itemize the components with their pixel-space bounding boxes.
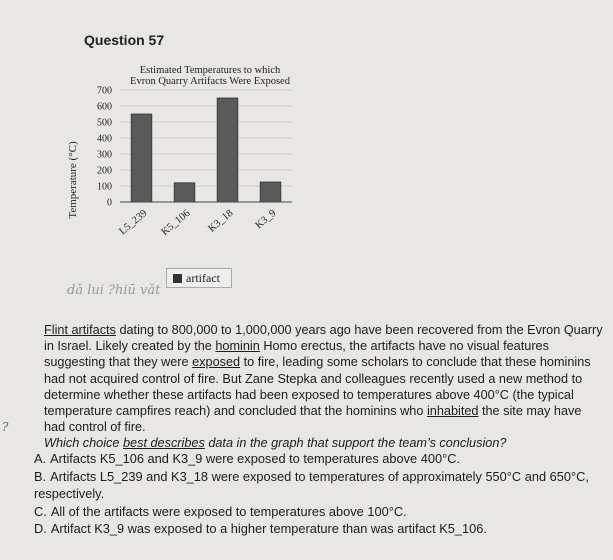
x-tick-label: L5_239 [117, 207, 150, 238]
y-tick-label: 0 [107, 197, 112, 209]
choice-a-text: Artifacts K5_106 and K3_9 were exposed to temperatures above 400°C. [50, 451, 460, 466]
choice-a-label: A. [34, 451, 47, 466]
bar-k3-18 [217, 98, 238, 202]
y-tick-label: 600 [97, 101, 112, 113]
passage [44, 322, 604, 435]
choice-d[interactable] [34, 520, 604, 538]
bars [131, 98, 281, 202]
question-prompt [44, 435, 604, 451]
x-tick-label: K3_9 [253, 207, 279, 232]
passage-segment-1: dating to 800,000 to 1,000,000 years ago have been recovered from the Evron Quarry in Israel. Likely created by the [44, 323, 603, 354]
bar-l5-239 [131, 114, 152, 202]
choice-d-label: D. [34, 521, 47, 537]
question-title: Question 57 [84, 32, 165, 48]
x-tick-label: K5_106 [159, 207, 193, 239]
y-tick-label: 500 [97, 117, 112, 129]
passage-segment-2: Homo erectus, the artifacts have no visual features suggesting that they were [44, 339, 549, 370]
y-tick-label: 200 [97, 165, 112, 177]
x-tick-label: K3_18 [206, 207, 236, 235]
y-axis-label: Temperature (°C) [67, 141, 79, 219]
bar-k5-106 [174, 183, 195, 202]
x-axis [117, 208, 278, 238]
y-tick-label: 300 [97, 149, 112, 161]
legend-label: artifact [186, 270, 220, 285]
choice-b[interactable] [34, 468, 604, 503]
answer-choices [34, 450, 604, 538]
underlined-flint-artifacts: Flint artifacts [44, 323, 116, 337]
choice-b-label: B. [34, 468, 47, 484]
y-tick-label: 100 [97, 181, 112, 193]
passage-segment-3: to fire, leading some scholars to conclude that these hominins had not acquired control of fire. But Zane Stepka and colleagues recently used a new method to determine whether these artifacts had been exposed to temperatures above 400°C (the typical temperature campfires reach) and concluded that the hominins who [44, 355, 591, 419]
passage-segment-4: the site may have had control of fire. [44, 404, 582, 435]
choice-c-text: All of the artifacts were exposed to temperatures above 100°C. [50, 503, 407, 519]
handwritten-note: dǎ lui ?hiū vǎt [67, 283, 161, 298]
chart-title-line-2: Evron Quarry Artifacts Were Exposed [130, 76, 290, 87]
chart-title-line-1: Estimated Temperatures to which [139, 65, 281, 76]
chart-legend [166, 268, 232, 288]
bar-chart [60, 60, 320, 260]
passage-text [44, 322, 604, 435]
margin-mark: ? [2, 420, 9, 434]
choice-c-label: C. [34, 503, 47, 519]
prompt-pre: Which choice [44, 436, 123, 450]
choice-d-text: Artifact K3_9 was exposed to a higher temperature than was artifact K5_106. [50, 521, 487, 537]
choice-b-text: Artifacts L5_239 and K3_18 were exposed to temperatures of approximately 550°C and 650°C, respectively. [34, 468, 589, 502]
underlined-exposed: exposed [192, 355, 241, 370]
prompt-post: data in the graph that support the team’s conclusion? [204, 436, 507, 450]
y-tick-label: 400 [97, 133, 112, 145]
legend-swatch [173, 274, 182, 283]
prompt-underlined: best describes [122, 436, 205, 450]
choice-a[interactable] [34, 450, 604, 468]
y-tick-label: 700 [97, 85, 112, 97]
underlined-inhabited: inhabited [426, 404, 479, 419]
bar-k3-9 [260, 182, 281, 202]
underlined-hominin: hominin [215, 339, 260, 354]
choice-c[interactable] [34, 503, 604, 521]
